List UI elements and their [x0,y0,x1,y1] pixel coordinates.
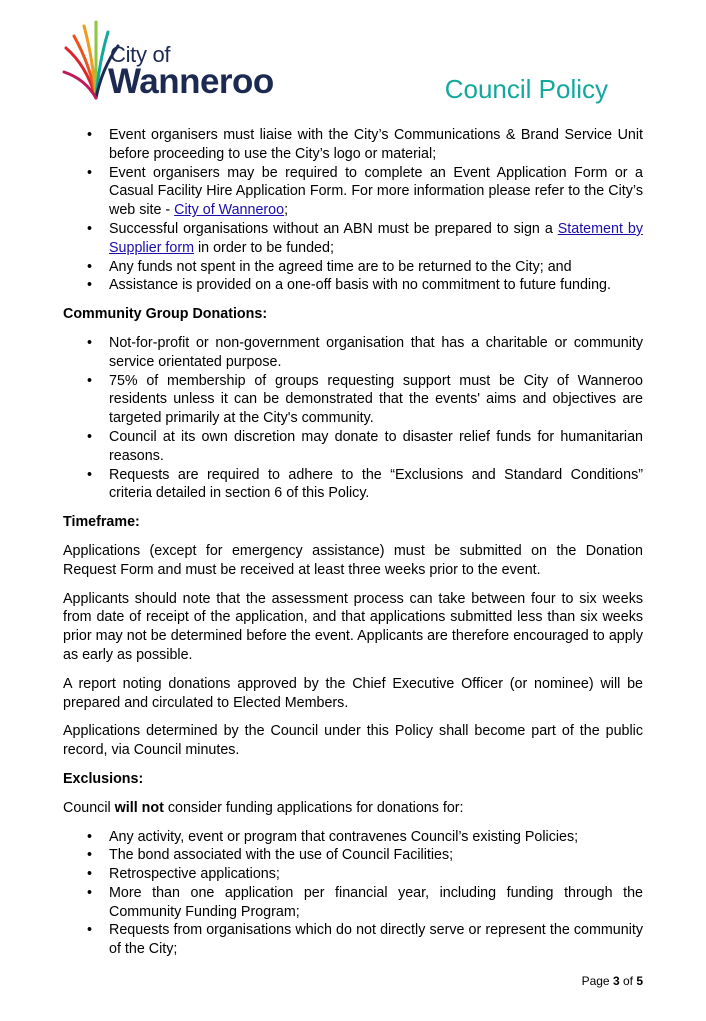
exclusions-list [63,828,643,960]
policy-body [63,126,643,969]
list-item: • Event organisers may be required to complete an Event Application Form or a Casual Facility Hire Application Form. For more information please refer to the City’s web site - City of Wanneroo; [63,164,643,220]
list-item: • Event organisers must liaise with the City’s Communications & Brand Service Unit before proceeding to use the City’s logo or material; [63,126,643,164]
list-item: • Any funds not spent in the agreed time are to be returned to the City; and [63,258,643,277]
list-item: • More than one application per financial year, including funding through the Community Funding Program; [63,884,643,922]
timeframe-heading: Timeframe: [63,514,140,531]
list-item: • Requests are required to adhere to the “Exclusions and Standard Conditions” criteria detailed in section 6 of this Policy. [63,466,643,504]
city-of-wanneroo-logo [62,18,302,102]
page-header [0,0,706,110]
paragraph: A report noting donations approved by the Chief Executive Officer (or nominee) will be prepared and circulated to Elected Members. [63,675,643,711]
list-item: • Not-for-profit or non-government organisation that has a charitable or community service orientated purpose. [63,334,643,372]
paragraph: Applicants should note that the assessment process can take between four to six weeks from date of receipt of the application, and that applications submitted less than six weeks prior may not be determined before the event. Applicants are therefore encouraged to apply as early as possible. [63,590,643,663]
community-group-heading: Community Group Donations: [63,306,268,323]
logo-city-text: City of [110,42,171,67]
list-item: • Council at its own discretion may donate to disaster relief funds for humanitarian reasons. [63,428,643,466]
city-of-wanneroo-link[interactable]: City of Wanneroo [174,202,285,219]
event-conditions-list [63,126,643,295]
logo-wanneroo-text: Wanneroo [108,62,274,101]
list-item: • Retrospective applications; [63,865,643,884]
community-group-list [63,334,643,503]
paragraph: Applications determined by the Council under this Policy shall become part of the public record, via Council minutes. [63,723,643,759]
paragraph: Applications (except for emergency assistance) must be submitted on the Donation Request Form and must be received at least three weeks prior to the event. [63,542,643,578]
exclusions-intro: Council will not consider funding applications for donations for: [63,799,464,816]
list-item: • The bond associated with the use of Council Facilities; [63,846,643,865]
document-type-title: Council Policy [444,74,608,104]
list-item: • 75% of membership of groups requesting support must be City of Wanneroo residents unless it can be demonstrated that the events' aims and objectives are targeted primarily at the City's community. [63,372,643,428]
page-number: Page 3 of 5 [581,974,643,988]
list-item: • Requests from organisations which do not directly serve or represent the community of the City; [63,921,643,959]
exclusions-heading: Exclusions: [63,770,144,787]
list-item: • Assistance is provided on a one-off basis with no commitment to future funding. [63,276,643,295]
list-item: • Successful organisations without an ABN must be prepared to sign a Statement by Supplier form in order to be funded; [63,220,643,258]
list-item: • Any activity, event or program that contravenes Council’s existing Policies; [63,828,643,847]
statement-by-supplier-link[interactable]: Statement by Supplier form [109,220,643,256]
